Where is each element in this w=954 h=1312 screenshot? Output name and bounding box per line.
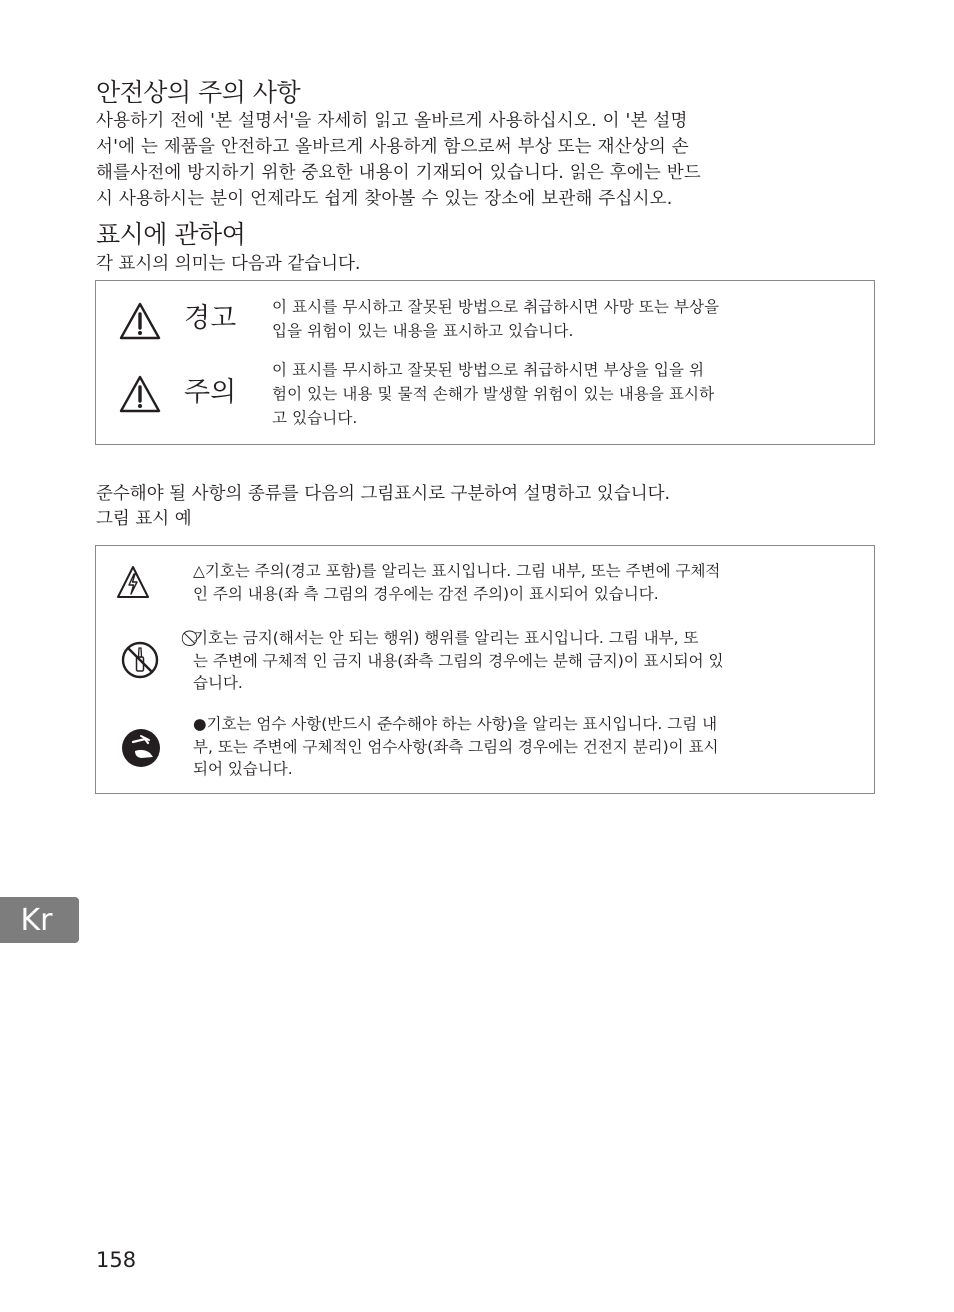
display-subtitle: 각 표시의 의미는 다음과 같습니다.: [96, 254, 361, 274]
warning-line: 이 표시를 무시하고 잘못된 방법으로 취급하시면 사망 또는 부상을: [272, 298, 720, 316]
language-tab-label: Kr: [20, 902, 53, 938]
mandatory-symbol-description: [193, 713, 719, 781]
warning-line: 입을 위험이 있는 내용을 표시하고 있습니다.: [272, 322, 574, 340]
warning-label: 경고: [184, 303, 237, 334]
symbol-line: ⃠기호는 금지(해서는 안 되는 행위) 행위를 알리는 표시입니다. 그림 내부, 또: [193, 629, 699, 647]
no-disassembly-icon: [118, 640, 162, 680]
caution-symbol-description: [193, 560, 720, 605]
prohibition-symbol-description: [193, 627, 723, 695]
caution-label: 주의: [184, 377, 237, 408]
safety-line: 시 사용하시는 분이 언제라도 쉽게 찾아볼 수 있는 장소에 보관해 주십시오.: [96, 189, 673, 209]
safety-line: 서'에 는 제품을 안전하고 올바르게 사용하게 함으로써 부상 또는 재산상의 손: [96, 137, 689, 157]
symbol-line: 인 주의 내용(좌 측 그림의 경우에는 감전 주의)이 표시되어 있습니다.: [193, 584, 659, 603]
electric-shock-triangle-icon: [116, 563, 150, 601]
safety-title: 안전상의 주의 사항: [96, 78, 301, 107]
caution-triangle-icon: [118, 374, 162, 414]
symbol-line: 되어 있습니다.: [193, 760, 293, 778]
safety-line: 사용하기 전에 '본 설명서'을 자세히 읽고 올바르게 사용하십시오. 이 '본 설명: [96, 111, 688, 131]
warning-triangle-icon: [118, 301, 162, 341]
safety-line: 해를사전에 방지하기 위한 중요한 내용이 기재되어 있습니다. 읽은 후에는 반드: [96, 163, 701, 183]
display-title: 표시에 관하여: [96, 220, 246, 249]
symbol-line: ●기호는 엄수 사항(반드시 준수해야 하는 사항)을 알리는 표시입니다. 그림 내: [193, 715, 718, 733]
warning-description: [272, 295, 719, 343]
page-number: 158: [96, 1248, 137, 1272]
safety-paragraph: [96, 108, 701, 212]
symbol-line: △기호는 주의(경고 포함)를 알리는 표시입니다. 그림 내부, 또는 주변에 구체적: [193, 562, 721, 580]
caution-description: [272, 358, 714, 430]
symbol-line: 부, 또는 주변에 구체적인 엄수사항(좌측 그림의 경우에는 건전지 분리)이 표시: [193, 737, 719, 756]
caution-line: 험이 있는 내용 및 물적 손해가 발생할 위험이 있는 내용을 표시하: [272, 385, 715, 403]
remove-battery-icon: [119, 727, 163, 769]
caution-line: 이 표시를 무시하고 잘못된 방법으로 취급하시면 부상을 입을 위: [272, 361, 705, 379]
symbol-line: 습니다.: [193, 674, 243, 692]
caution-line: 고 있습니다.: [272, 409, 358, 427]
symbols-intro: 준수해야 될 사항의 종류를 다음의 그림표시로 구분하여 설명하고 있습니다.: [96, 484, 671, 504]
symbol-line: 는 주변에 구체적 인 금지 내용(좌측 그림의 경우에는 분해 금지)이 표시되어 있: [193, 651, 724, 670]
language-tab[interactable]: [0, 897, 79, 943]
symbols-heading: 그림 표시 예: [96, 509, 192, 529]
